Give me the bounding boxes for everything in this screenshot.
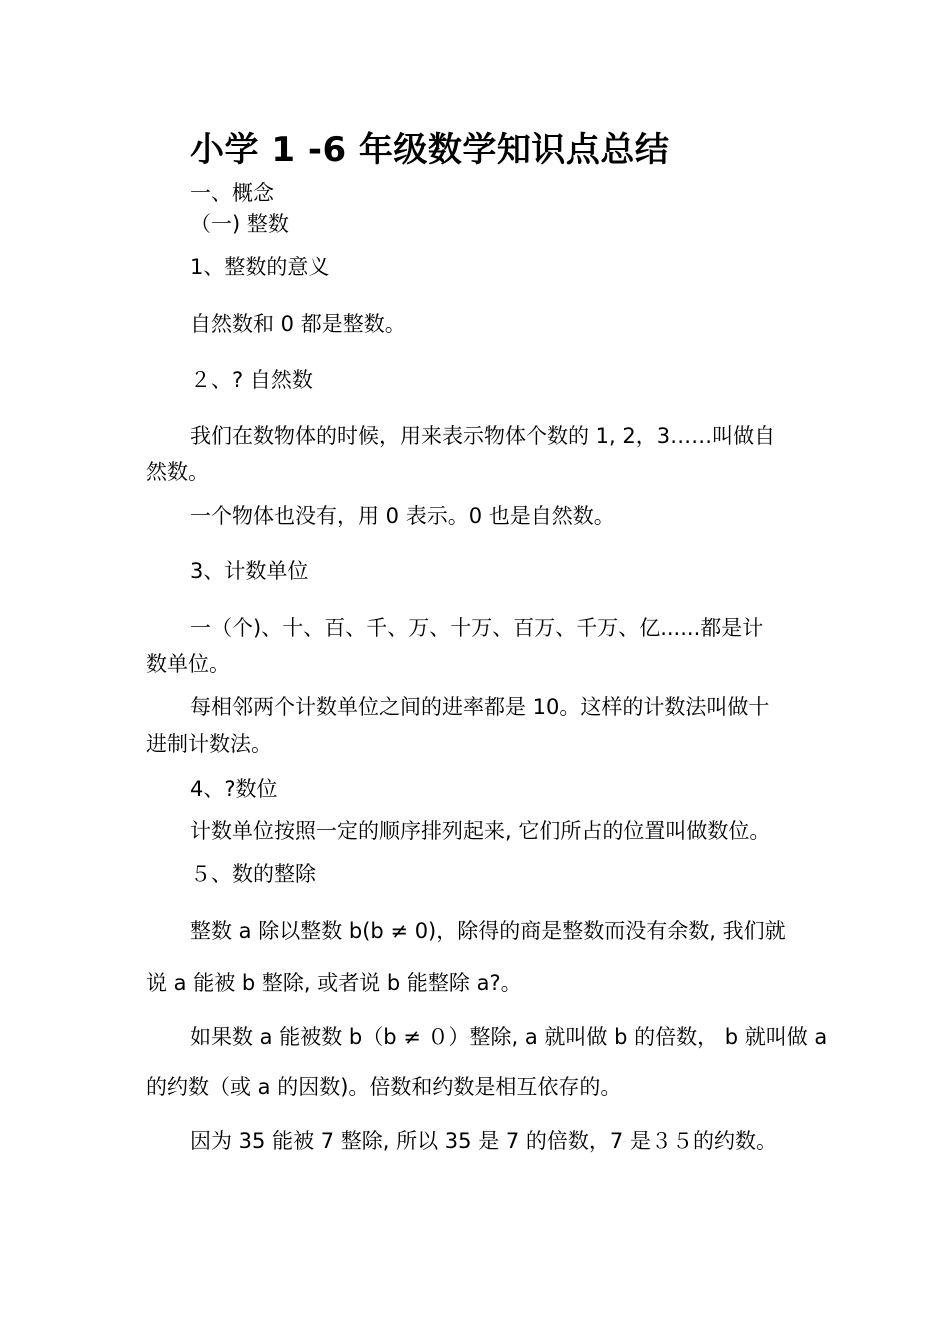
paragraph-line: 一（个)、十、百、千、万、十万、百万、千万、亿......都是计 — [190, 616, 764, 640]
subsection-heading: （一) 整数 — [190, 212, 289, 236]
paragraph-line: 计数单位按照一定的顺序排列起来, 它们所占的位置叫做数位。 — [190, 819, 771, 843]
paragraph-line: 数单位。 — [146, 652, 230, 676]
section-heading: 一、概念 — [190, 181, 274, 205]
item-heading-divisibility: ５、数的整除 — [190, 862, 316, 886]
paragraph-line: 自然数和 0 都是整数。 — [190, 312, 406, 336]
item-heading-integer-meaning: 1、整数的意义 — [190, 255, 330, 279]
paragraph-line: 然数。 — [146, 460, 209, 484]
paragraph-line: 整数 a 除以整数 b(b ≠ 0)，除得的商是整数而没有余数, 我们就 — [190, 919, 786, 943]
paragraph-line: 的约数（或 a 的因数)。倍数和约数是相互依存的。 — [146, 1075, 622, 1099]
paragraph-line: 如果数 a 能被数 b（b ≠ ０）整除, a 就叫做 b 的倍数， b 就叫做 a — [190, 1025, 828, 1049]
item-heading-counting-units: 3、计数单位 — [190, 559, 309, 583]
item-heading-place-value: 4、?数位 — [190, 777, 278, 801]
paragraph-line: 一个物体也没有，用 0 表示。0 也是自然数。 — [190, 504, 615, 528]
document-title: 小学 1 -6 年级数学知识点总结 — [190, 130, 670, 170]
paragraph-line: 我们在数物体的时候，用来表示物体个数的 1, 2，3……叫做自 — [190, 424, 776, 448]
paragraph-line: 每相邻两个计数单位之间的进率都是 10。这样的计数法叫做十 — [190, 695, 770, 719]
paragraph-line: 说 a 能被 b 整除, 或者说 b 能整除 a?。 — [146, 971, 522, 995]
paragraph-line: 因为 35 能被 7 整除, 所以 35 是 7 的倍数，7 是３５的约数。 — [190, 1129, 777, 1153]
paragraph-line: 进制计数法。 — [146, 732, 272, 756]
item-heading-natural-numbers: ２、? 自然数 — [190, 368, 313, 392]
